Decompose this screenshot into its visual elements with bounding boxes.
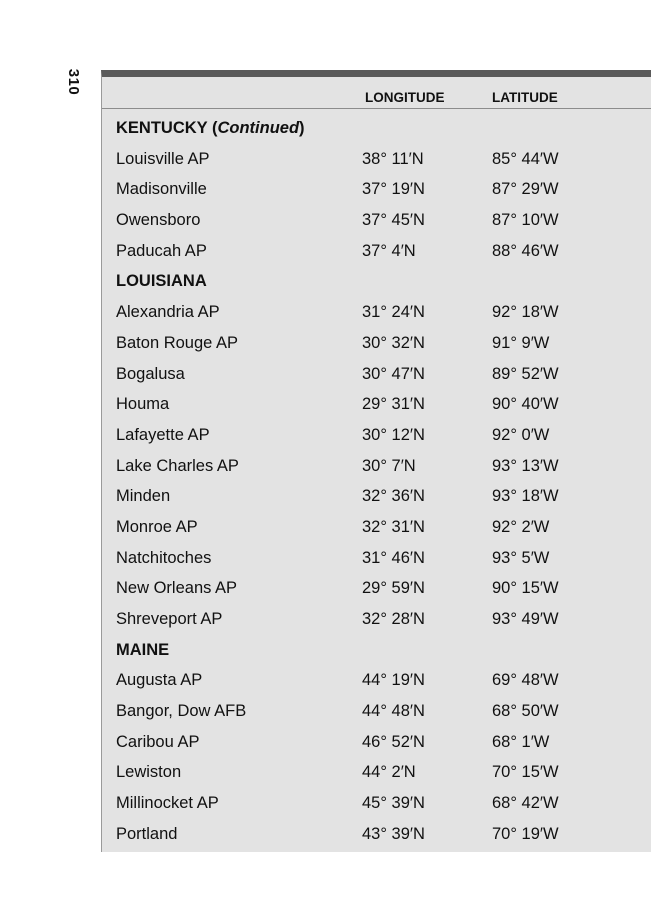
table-row — [102, 819, 651, 850]
latitude-value: 68° 50′W — [492, 702, 559, 721]
table-row — [102, 359, 651, 390]
longitude-value: 31° 24′N — [362, 303, 425, 322]
latitude-value: 85° 44′W — [492, 149, 559, 168]
coordinates-table — [101, 70, 651, 852]
latitude-value: 88° 46′W — [492, 241, 559, 260]
section-title: MAINE — [116, 640, 170, 659]
longitude-value: 37° 45′N — [362, 211, 425, 230]
table-row — [102, 328, 651, 359]
section-title: LOUISIANA — [116, 272, 207, 291]
station-name: Augusta AP — [116, 671, 203, 690]
longitude-value: 30° 47′N — [362, 364, 425, 383]
latitude-value: 91° 9′W — [492, 333, 550, 352]
station-name: Louisville AP — [116, 149, 210, 168]
latitude-value: 90° 15′W — [492, 579, 559, 598]
page-number: 310 — [65, 68, 82, 96]
table-row — [102, 788, 651, 819]
longitude-value: 44° 19′N — [362, 671, 425, 690]
column-header-latitude: LATITUDE — [492, 90, 558, 105]
latitude-value: 68° 1′W — [492, 732, 550, 751]
longitude-value: 32° 31′N — [362, 517, 425, 536]
table-row — [102, 420, 651, 451]
station-name: Houma — [116, 395, 170, 414]
table-row — [102, 174, 651, 205]
latitude-value: 93° 13′W — [492, 456, 559, 475]
table-row — [102, 512, 651, 543]
table-row — [102, 144, 651, 175]
table-row — [102, 481, 651, 512]
longitude-value: 31° 46′N — [362, 548, 425, 567]
station-name: Paducah AP — [116, 241, 207, 260]
longitude-value: 29° 59′N — [362, 579, 425, 598]
station-name: Bangor, Dow AFB — [116, 702, 247, 721]
longitude-value: 30° 32′N — [362, 333, 425, 352]
station-name: Natchitoches — [116, 548, 212, 567]
latitude-value: 93° 49′W — [492, 610, 559, 628]
station-name: Owensboro — [116, 211, 201, 230]
table-row — [102, 696, 651, 727]
station-name: Lewiston — [116, 763, 182, 782]
station-name: Madisonville — [116, 180, 207, 199]
station-name: Bogalusa — [116, 364, 185, 383]
section-title: KENTUCKY (Continued) — [116, 119, 305, 137]
station-name: Millinocket AP — [116, 794, 219, 813]
table-row — [102, 236, 651, 267]
station-name: Caribou AP — [116, 732, 200, 751]
table-row — [102, 451, 651, 482]
latitude-value: 87° 10′W — [492, 211, 559, 230]
station-name: Baton Rouge AP — [116, 333, 239, 352]
table-row — [102, 727, 651, 758]
table-row — [102, 297, 651, 328]
longitude-value: 44° 48′N — [362, 702, 425, 721]
longitude-value: 46° 52′N — [362, 732, 425, 751]
station-name: Shreveport AP — [116, 610, 223, 628]
latitude-value: 92° 0′W — [492, 425, 550, 444]
longitude-value: 38° 11′N — [362, 149, 424, 168]
station-name: Alexandria AP — [116, 303, 220, 322]
longitude-value: 44° 2′N — [362, 763, 416, 782]
column-header-longitude: LONGITUDE — [365, 90, 445, 105]
station-name: Portland — [116, 824, 178, 843]
latitude-value: 70° 19′W — [492, 824, 559, 843]
section-heading-kentucky — [102, 113, 651, 144]
longitude-value: 30° 7′N — [362, 456, 416, 475]
table-row — [102, 665, 651, 696]
longitude-value: 37° 19′N — [362, 180, 425, 199]
table-row — [102, 389, 651, 420]
station-name: Lafayette AP — [116, 425, 210, 444]
station-name: Lake Charles AP — [116, 456, 239, 475]
section-heading-louisiana — [102, 266, 651, 297]
table-row — [102, 543, 651, 574]
longitude-value: 29° 31′N — [362, 395, 425, 414]
longitude-value: 32° 36′N — [362, 487, 425, 506]
table-row — [102, 573, 651, 604]
station-name: Monroe AP — [116, 517, 198, 536]
latitude-value: 93° 18′W — [492, 487, 559, 506]
latitude-value: 90° 40′W — [492, 395, 559, 414]
station-name: Minden — [116, 487, 171, 506]
latitude-value: 68° 42′W — [492, 794, 559, 813]
table-row — [102, 757, 651, 788]
longitude-value: 45° 39′N — [362, 794, 425, 813]
station-name: New Orleans AP — [116, 579, 238, 598]
latitude-value: 70° 15′W — [492, 763, 559, 782]
latitude-value: 92° 18′W — [492, 303, 559, 322]
latitude-value: 93° 5′W — [492, 548, 550, 567]
section-heading-maine — [102, 635, 651, 666]
latitude-value: 69° 48′W — [492, 671, 559, 690]
table-row — [102, 604, 651, 635]
longitude-value: 32° 28′N — [362, 610, 425, 628]
latitude-value: 89° 52′W — [492, 364, 559, 383]
latitude-value: 92° 2′W — [492, 517, 550, 536]
longitude-value: 30° 12′N — [362, 425, 425, 444]
longitude-value: 43° 39′N — [362, 824, 425, 843]
latitude-value: 87° 29′W — [492, 180, 559, 199]
table-body — [102, 113, 651, 850]
table-header — [102, 77, 651, 109]
table-row — [102, 205, 651, 236]
longitude-value: 37° 4′N — [362, 241, 416, 260]
